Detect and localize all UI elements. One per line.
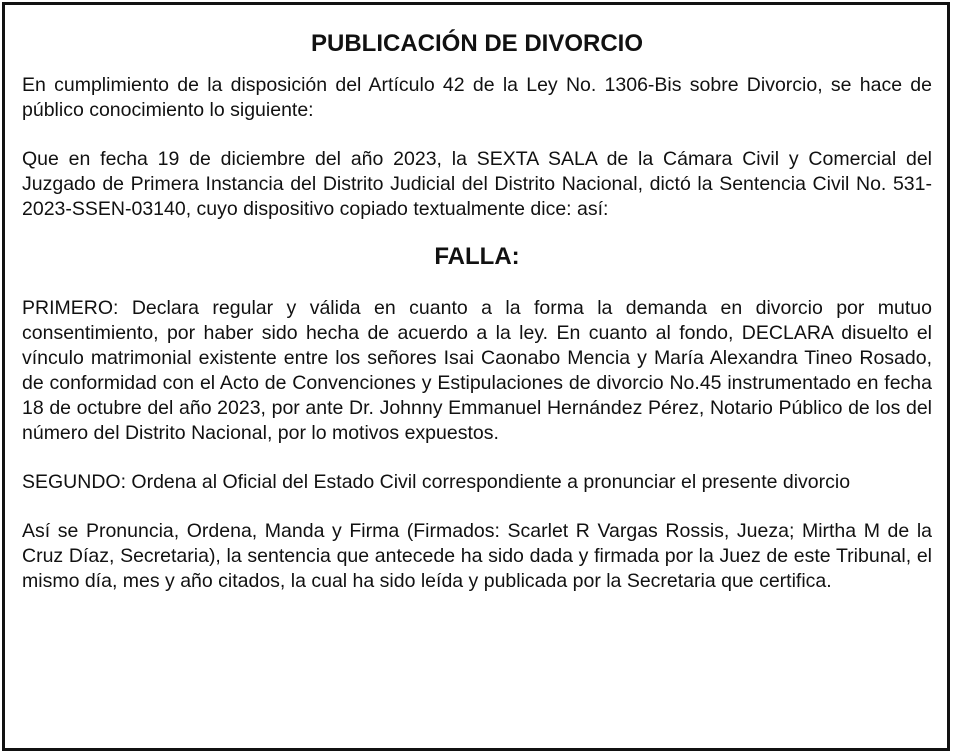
notice-title: PUBLICACIÓN DE DIVORCIO [310,30,643,57]
primero-paragraph: PRIMERO: Declara regular y válida en cuanto a la forma la demanda en divorcio por mutuo consentimiento, por haber sido hecha de acuerdo a la ley. En cuanto al fondo, DECLARA disuelto el vínculo matrimonial existente entre los señores Isai Caonabo Mencia y María Alexandra Tineo Rosado, de conformidad con el Acto de Convenciones y Estipulaciones de divorcio No.45 instrumentado en fecha 18 de octubre del año 2023, por ante Dr. Johnny Emmanuel Hernández Pérez, Notario Público de los del número del Distrito Nacional, por lo motivos expuestos. [22,297,932,444]
notice-frame [2,2,950,751]
falla-heading: FALLA: [434,243,520,270]
context-paragraph: Que en fecha 19 de diciembre del año 2023, la SEXTA SALA de la Cámara Civil y Comercial del Juzgado de Primera Instancia del Distrito Judicial del Distrito Nacional, dictó la Sentencia Civil No. 531-2023-SSEN-03140, cuyo dispositivo copiado textualmente dice: así: [22,148,932,220]
segundo-paragraph: SEGUNDO: Ordena al Oficial del Estado Civil correspondiente a pronunciar el presente divorcio [22,471,851,493]
closing-paragraph: Así se Pronuncia, Ordena, Manda y Firma (Firmados: Scarlet R Vargas Rossis, Jueza; Mirtha M de la Cruz Díaz, Secretaria), la sentencia que antecede ha sido dada y firmada por la Juez de este Tribunal, el mismo día, mes y año citados, la cual ha sido leída y publicada por la Secretaria que certifica. [22,520,932,592]
notice-content [22,29,932,618]
intro-paragraph: En cumplimiento de la disposición del Artículo 42 de la Ley No. 1306-Bis sobre Divorcio, se hace de público conocimiento lo siguiente: [22,74,932,121]
